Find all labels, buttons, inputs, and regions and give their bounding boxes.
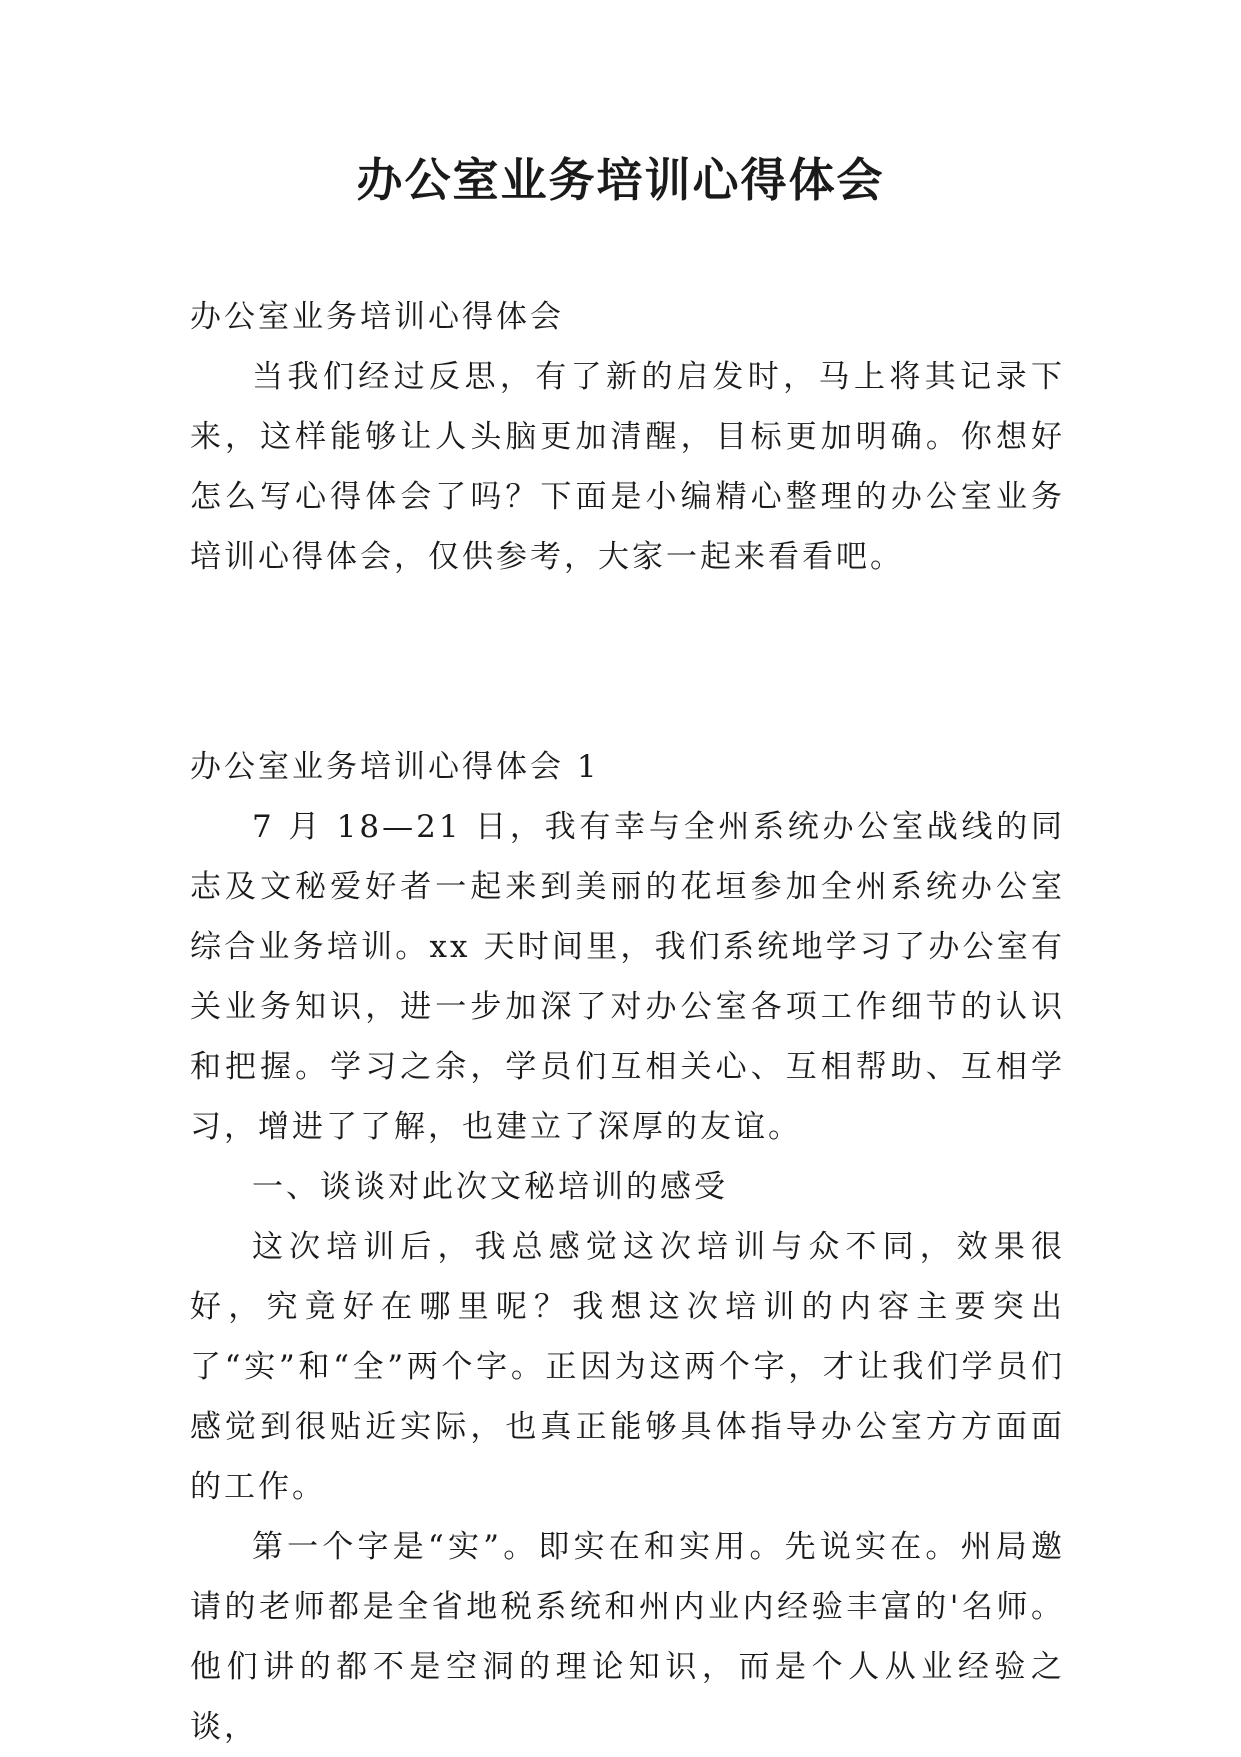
- section-heading: 办公室业务培训心得体会 1: [190, 749, 600, 785]
- document-body: [190, 287, 1065, 1757]
- section-paragraph: 这次培训后，我总感觉这次培训与众不同，效果很好，究竟好在哪里呢？我想这次培训的内容主要突出了“实”和“全”两个字。正因为这两个字，才让我们学员们感觉到很贴近实际，也真正能够具体指导办公室方方面面的工作。: [190, 1229, 1065, 1505]
- section-paragraph: 第一个字是“实”。即实在和实用。先说实在。州局邀请的老师都是全省地税系统和州内业内经验丰富的'名师。他们讲的都不是空洞的理论知识，而是个人从业经验之谈，: [190, 1529, 1065, 1745]
- intro-heading: 办公室业务培训心得体会: [190, 299, 564, 335]
- intro-paragraph: 当我们经过反思，有了新的启发时，马上将其记录下来，这样能够让人头脑更加清醒，目标更加明确。你想好怎么写心得体会了吗？下面是小编精心整理的办公室业务培训心得体会，仅供参考，大家一起来看看吧。: [190, 359, 1065, 575]
- section-spacer: [190, 587, 1065, 737]
- section-paragraph: 7 月 18—21 日，我有幸与全州系统办公室战线的同志及文秘爱好者一起来到美丽的花垣参加全州系统办公室综合业务培训。xx 天时间里，我们系统地学习了办公室有关业务知识，进一步加深了对办公室各项工作细节的认识和把握。学习之余，学员们互相关心、互相帮助、互相学习，增进了了解，也建立了深厚的友谊。: [190, 809, 1065, 1145]
- subsection-heading: 一、谈谈对此次文秘培训的感受: [252, 1169, 728, 1205]
- document-title: 办公室业务培训心得体会: [356, 153, 885, 207]
